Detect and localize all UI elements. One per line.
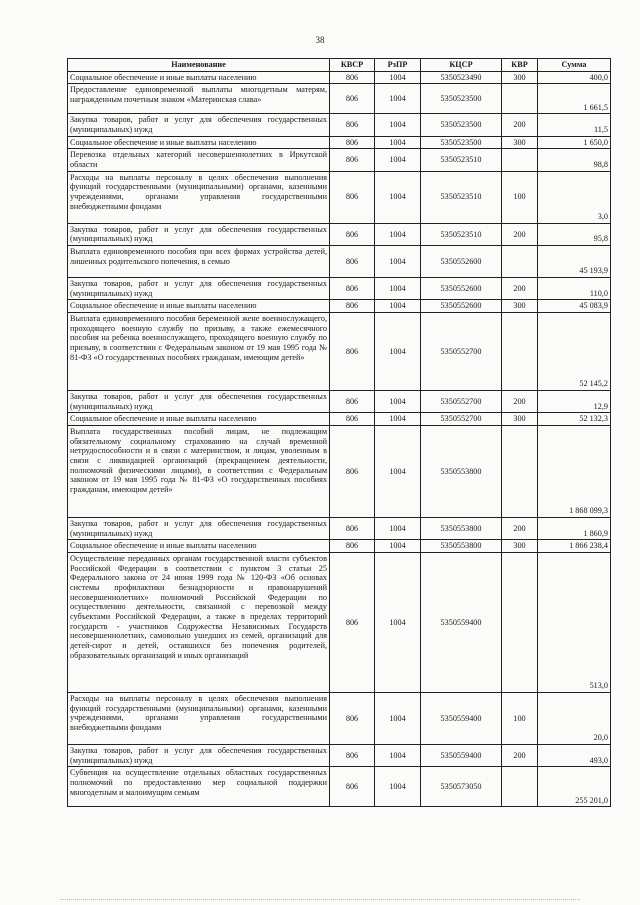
row-kvsr-cell: 806 — [330, 745, 375, 767]
row-name-cell: Социальное обеспечение и иные выплаты населению — [68, 136, 330, 149]
row-kvsr-cell: 806 — [330, 391, 375, 413]
header-kvr: КВР — [502, 59, 538, 72]
row-sum-cell: 45 193,9 — [538, 246, 611, 278]
table-row — [68, 413, 611, 426]
row-rzpr-cell: 1004 — [375, 313, 421, 391]
row-sum-cell: 3,0 — [538, 171, 611, 223]
row-rzpr-cell: 1004 — [375, 246, 421, 278]
row-sum-cell: 1 661,5 — [538, 84, 611, 114]
row-kvsr-cell: 806 — [330, 553, 375, 693]
row-kvsr-cell: 806 — [330, 149, 375, 171]
row-name-cell: Закупка товаров, работ и услуг для обеспечения государственных (муниципальных) нужд — [68, 114, 330, 136]
table-row — [68, 246, 611, 278]
row-kcsr-cell: 5350552700 — [421, 413, 502, 426]
row-name-cell: Расходы на выплаты персоналу в целях обеспечения выполнения функций государственными (муниципальными) органами, казенными учреждениями, органами управления государственными внебюджетными фондами — [68, 693, 330, 745]
row-kvr-cell — [502, 84, 538, 114]
row-name-cell: Социальное обеспечение и иные выплаты населению — [68, 540, 330, 553]
row-kcsr-cell: 5350573050 — [421, 767, 502, 807]
row-sum-cell: 98,8 — [538, 149, 611, 171]
row-kvsr-cell: 806 — [330, 114, 375, 136]
row-kvsr-cell: 806 — [330, 426, 375, 518]
table-header-row — [68, 59, 611, 72]
row-sum-cell: 1 866 238,4 — [538, 540, 611, 553]
row-name-cell: Выплата государственных пособий лицам, не подлежащим обязательному социальному страхованию на случай временной нетрудоспособности и в связи с материнством, и лицам, уволенным в связи с ликвидацией организаций (прекращением деятельности, полномочий физическими лицами), в соответствии с Федеральным законом от 19 мая 1995 года № 81-ФЗ «О государственных пособиях гражданам, имеющим детей» — [68, 426, 330, 518]
row-name-cell: Перевозка отдельных категорий несовершеннолетних в Иркутской области — [68, 149, 330, 171]
row-kvr-cell — [502, 149, 538, 171]
row-rzpr-cell: 1004 — [375, 300, 421, 313]
row-kvr-cell: 300 — [502, 136, 538, 149]
row-kvr-cell: 100 — [502, 171, 538, 223]
row-rzpr-cell: 1004 — [375, 84, 421, 114]
row-kcsr-cell: 5350523510 — [421, 171, 502, 223]
row-name-cell: Закупка товаров, работ и услуг для обеспечения государственных (муниципальных) нужд — [68, 391, 330, 413]
row-kcsr-cell: 5350552600 — [421, 246, 502, 278]
row-rzpr-cell: 1004 — [375, 745, 421, 767]
row-name-cell: Выплата единовременного пособия беременной жене военнослужащего, проходящего военную службу по призыву, а также ежемесячного пособия на ребенка военнослужащего, проходящего военную службу по призыву, в соответствии с Федеральным законом от 19 мая 1995 года № 81-ФЗ «О государственных пособиях гражданам, имеющим детей» — [68, 313, 330, 391]
row-kcsr-cell: 5350552700 — [421, 391, 502, 413]
header-sum: Сумма — [538, 59, 611, 72]
row-name-cell: Субвенция на осуществление отдельных областных государственных полномочий по предоставлению мер социальной поддержки многодетным и малоимущим семьям — [68, 767, 330, 807]
row-kcsr-cell: 5350523490 — [421, 71, 502, 84]
row-name-cell: Предоставление единовременной выплаты многодетным матерям, награжденным почетным знаком «Материнская слава» — [68, 84, 330, 114]
row-kvsr-cell: 806 — [330, 278, 375, 300]
row-kvr-cell: 200 — [502, 518, 538, 540]
scan-footer-line — [60, 899, 580, 902]
row-rzpr-cell: 1004 — [375, 136, 421, 149]
row-kvr-cell: 200 — [502, 223, 538, 245]
row-name-cell: Социальное обеспечение и иные выплаты населению — [68, 413, 330, 426]
row-rzpr-cell: 1004 — [375, 149, 421, 171]
row-rzpr-cell: 1004 — [375, 391, 421, 413]
header-rzpr: РзПР — [375, 59, 421, 72]
row-kcsr-cell: 5350523500 — [421, 114, 502, 136]
row-kcsr-cell: 5350553800 — [421, 426, 502, 518]
row-kvr-cell — [502, 313, 538, 391]
row-kcsr-cell: 5350523510 — [421, 149, 502, 171]
row-kcsr-cell: 5350559400 — [421, 745, 502, 767]
row-kcsr-cell: 5350553800 — [421, 518, 502, 540]
table-row — [68, 693, 611, 745]
table-row — [68, 518, 611, 540]
row-sum-cell: 400,0 — [538, 71, 611, 84]
row-kvr-cell: 300 — [502, 300, 538, 313]
table-row — [68, 149, 611, 171]
row-kvr-cell: 300 — [502, 71, 538, 84]
row-sum-cell: 52 132,3 — [538, 413, 611, 426]
row-sum-cell: 11,5 — [538, 114, 611, 136]
row-kvr-cell: 100 — [502, 693, 538, 745]
table-row — [68, 540, 611, 553]
row-kcsr-cell: 5350552600 — [421, 278, 502, 300]
table-row — [68, 745, 611, 767]
row-name-cell: Выплата единовременного пособия при всех формах устройства детей, лишенных родительского попечения, в семью — [68, 246, 330, 278]
header-kvsr: КВСР — [330, 59, 375, 72]
row-sum-cell: 52 145,2 — [538, 313, 611, 391]
row-kcsr-cell: 5350523500 — [421, 84, 502, 114]
table-row — [68, 136, 611, 149]
row-name-cell: Осуществление переданных органам государственной власти субъектов Российской Федерации в соответствии с пунктом 3 статьи 25 Федерального закона от 24 июня 1999 года № 120-ФЗ «Об основах системы профилактики безнадзорности и правонарушений несовершеннолетних» полномочий Российской Федерации по осуществлению деятельности, связанной с перевозкой между субъектами Российской Федерации, а также в пределах территорий государств - участников Содружества Независимых Государств несовершеннолетних, самовольно ушедших из семей, организаций для детей-сирот и детей, оставшихся без попечения родителей, образовательных организаций и иных организаций — [68, 553, 330, 693]
header-name: Наименование — [68, 59, 330, 72]
row-rzpr-cell: 1004 — [375, 114, 421, 136]
table-row — [68, 300, 611, 313]
row-kcsr-cell: 5350552600 — [421, 300, 502, 313]
table-row — [68, 171, 611, 223]
row-sum-cell: 513,0 — [538, 553, 611, 693]
row-kvsr-cell: 806 — [330, 313, 375, 391]
row-kvsr-cell: 806 — [330, 71, 375, 84]
row-sum-cell: 45 083,9 — [538, 300, 611, 313]
row-rzpr-cell: 1004 — [375, 171, 421, 223]
row-kvsr-cell: 806 — [330, 413, 375, 426]
row-rzpr-cell: 1004 — [375, 693, 421, 745]
table-row — [68, 391, 611, 413]
row-rzpr-cell: 1004 — [375, 553, 421, 693]
row-kvsr-cell: 806 — [330, 300, 375, 313]
row-kvr-cell: 200 — [502, 114, 538, 136]
row-kvsr-cell: 806 — [330, 171, 375, 223]
row-kvsr-cell: 806 — [330, 246, 375, 278]
row-kvsr-cell: 806 — [330, 84, 375, 114]
row-kvr-cell: 300 — [502, 413, 538, 426]
table-body — [68, 71, 611, 807]
row-kvsr-cell: 806 — [330, 518, 375, 540]
table-row — [68, 223, 611, 245]
row-sum-cell: 1 868 099,3 — [538, 426, 611, 518]
row-name-cell: Расходы на выплаты персоналу в целях обеспечения выполнения функций государственными (муниципальными) органами, казенными учреждениями, органами управления государственными внебюджетными фондами — [68, 171, 330, 223]
row-name-cell: Закупка товаров, работ и услуг для обеспечения государственных (муниципальных) нужд — [68, 518, 330, 540]
row-kcsr-cell: 5350523510 — [421, 223, 502, 245]
row-rzpr-cell: 1004 — [375, 426, 421, 518]
row-kvsr-cell: 806 — [330, 540, 375, 553]
table-row — [68, 426, 611, 518]
row-name-cell: Закупка товаров, работ и услуг для обеспечения государственных (муниципальных) нужд — [68, 745, 330, 767]
row-kvsr-cell: 806 — [330, 136, 375, 149]
row-sum-cell: 255 201,0 — [538, 767, 611, 807]
header-kcsr: КЦСР — [421, 59, 502, 72]
row-sum-cell: 110,0 — [538, 278, 611, 300]
row-rzpr-cell: 1004 — [375, 540, 421, 553]
row-kcsr-cell: 5350559400 — [421, 553, 502, 693]
row-kvr-cell: 200 — [502, 745, 538, 767]
row-rzpr-cell: 1004 — [375, 413, 421, 426]
row-kvsr-cell: 806 — [330, 693, 375, 745]
row-kcsr-cell: 5350523500 — [421, 136, 502, 149]
row-kvsr-cell: 806 — [330, 767, 375, 807]
table-row — [68, 278, 611, 300]
row-name-cell: Закупка товаров, работ и услуг для обеспечения государственных (муниципальных) нужд — [68, 278, 330, 300]
row-kvr-cell — [502, 553, 538, 693]
row-kvr-cell — [502, 246, 538, 278]
row-kvr-cell — [502, 426, 538, 518]
row-sum-cell: 20,0 — [538, 693, 611, 745]
row-sum-cell: 12,9 — [538, 391, 611, 413]
row-rzpr-cell: 1004 — [375, 223, 421, 245]
table-row — [68, 114, 611, 136]
row-kvr-cell — [502, 767, 538, 807]
table-row — [68, 71, 611, 84]
table-row — [68, 313, 611, 391]
row-kvsr-cell: 806 — [330, 223, 375, 245]
row-kvr-cell: 200 — [502, 278, 538, 300]
row-kcsr-cell: 5350552700 — [421, 313, 502, 391]
row-name-cell: Социальное обеспечение и иные выплаты населению — [68, 300, 330, 313]
row-sum-cell: 1 860,9 — [538, 518, 611, 540]
row-kvr-cell: 300 — [502, 540, 538, 553]
row-sum-cell: 493,0 — [538, 745, 611, 767]
table-row — [68, 84, 611, 114]
row-name-cell: Закупка товаров, работ и услуг для обеспечения государственных (муниципальных) нужд — [68, 223, 330, 245]
row-rzpr-cell: 1004 — [375, 518, 421, 540]
row-name-cell: Социальное обеспечение и иные выплаты населению — [68, 71, 330, 84]
table-row — [68, 767, 611, 807]
row-kcsr-cell: 5350553800 — [421, 540, 502, 553]
row-kvr-cell: 200 — [502, 391, 538, 413]
row-rzpr-cell: 1004 — [375, 71, 421, 84]
row-rzpr-cell: 1004 — [375, 767, 421, 807]
page-number: 38 — [315, 35, 325, 45]
row-rzpr-cell: 1004 — [375, 278, 421, 300]
budget-table — [67, 58, 611, 807]
row-sum-cell: 95,8 — [538, 223, 611, 245]
row-sum-cell: 1 650,0 — [538, 136, 611, 149]
table-row — [68, 553, 611, 693]
row-kcsr-cell: 5350559400 — [421, 693, 502, 745]
